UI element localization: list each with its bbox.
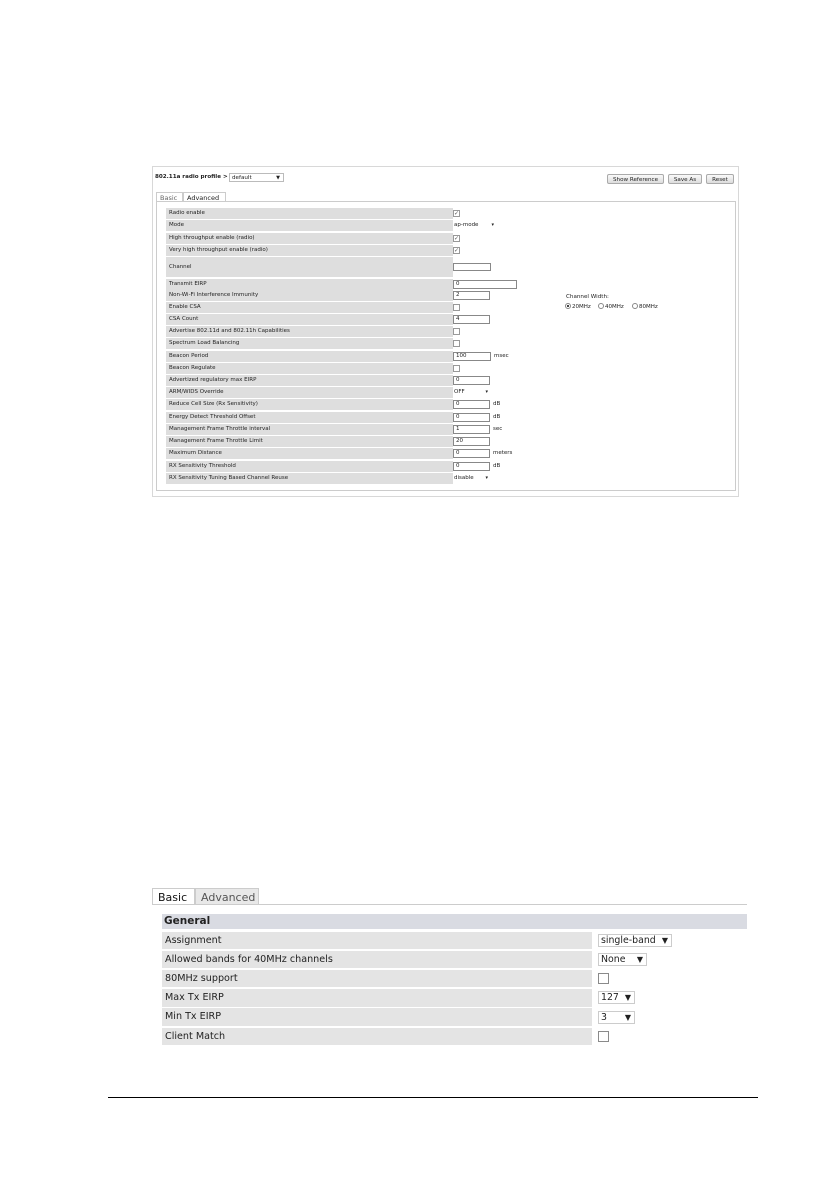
setting-input[interactable]: 2	[453, 291, 490, 300]
setting-input[interactable]: 0	[453, 462, 490, 471]
channel-width-80[interactable]	[632, 303, 658, 311]
unit-label: dB	[493, 400, 501, 407]
setting-row	[166, 351, 453, 362]
caret-down-icon: ▼	[624, 993, 631, 1003]
setting-input[interactable]: 0	[453, 400, 490, 409]
setting-label: RX Sensitivity Tuning Based Channel Reuse	[169, 475, 289, 481]
general-row-label: Assignment	[165, 934, 222, 946]
setting-label: Beacon Regulate	[169, 365, 216, 371]
caret-down-icon: ▾	[485, 474, 488, 481]
setting-label: Energy Detect Threshold Offset	[169, 414, 256, 420]
setting-input[interactable]: 0	[453, 449, 490, 458]
general-select[interactable]	[598, 953, 647, 966]
setting-row	[166, 461, 453, 472]
setting-checkbox[interactable]	[453, 247, 460, 254]
profile-breadcrumb: 802.11a radio profile >	[155, 174, 228, 180]
setting-row	[166, 424, 453, 435]
general-row-label: Client Match	[165, 1030, 226, 1042]
caret-down-icon: ▼	[636, 955, 643, 964]
setting-label: Spectrum Load Balancing	[169, 340, 240, 346]
tab-advanced[interactable]: Advanced	[183, 192, 226, 202]
channel-width-80-label: 80MHz	[639, 304, 658, 310]
select-value: single-band	[601, 934, 656, 946]
setting-row	[166, 473, 453, 484]
setting-row	[166, 290, 453, 301]
channel-width-40[interactable]	[598, 303, 624, 311]
setting-row	[166, 399, 453, 410]
general-row	[162, 951, 592, 969]
setting-row	[166, 338, 453, 349]
profile-select-value: default	[232, 175, 252, 181]
show-reference-button[interactable]: Show Reference	[607, 174, 664, 184]
radio-icon	[632, 303, 638, 309]
setting-label: Very high throughput enable (radio)	[169, 247, 268, 253]
unit-label: dB	[493, 413, 501, 420]
setting-label: Reduce Cell Size (Rx Sensitivity)	[169, 401, 258, 407]
caret-down-icon: ▼	[276, 175, 280, 181]
general-select[interactable]	[598, 991, 635, 1004]
select-value: 3	[601, 1011, 607, 1023]
tab-basic[interactable]: Basic	[152, 888, 195, 905]
general-select[interactable]	[598, 934, 672, 947]
setting-input[interactable]	[453, 263, 491, 272]
setting-row	[166, 302, 453, 313]
tab-advanced[interactable]: Advanced	[195, 888, 259, 905]
general-checkbox[interactable]	[598, 1031, 609, 1042]
select-value: OFF	[454, 388, 465, 395]
setting-label: Channel	[169, 264, 192, 270]
setting-label: Enable CSA	[169, 304, 201, 310]
channel-width-label: Channel Width:	[566, 294, 609, 300]
setting-row	[166, 245, 453, 256]
general-checkbox[interactable]	[598, 973, 609, 984]
reset-button[interactable]: Reset	[706, 174, 734, 184]
setting-checkbox[interactable]	[453, 210, 460, 217]
setting-input[interactable]: 0	[453, 413, 490, 422]
setting-row	[166, 448, 453, 459]
general-row-label: Allowed bands for 40MHz channels	[165, 953, 333, 965]
setting-label: Non-Wi-Fi Interference Immunity	[169, 292, 259, 298]
checkmark-icon: ✓	[454, 246, 460, 254]
setting-label: Beacon Period	[169, 353, 209, 359]
setting-row	[166, 363, 453, 374]
general-row	[162, 989, 592, 1007]
setting-label: Management Frame Throttle interval	[169, 426, 271, 432]
setting-label: CSA Count	[169, 316, 199, 322]
unit-label: sec	[493, 425, 503, 432]
general-row	[162, 932, 592, 950]
setting-label: Radio enable	[169, 210, 205, 216]
setting-label: Maximum Distance	[169, 450, 222, 456]
radio-profile-screenshot	[152, 166, 739, 497]
setting-input[interactable]: 100	[453, 352, 491, 361]
setting-row	[166, 326, 453, 337]
setting-label: Mode	[169, 222, 184, 228]
unit-label: msec	[494, 352, 509, 359]
caret-down-icon: ▾	[485, 388, 488, 395]
setting-input[interactable]: 1	[453, 425, 490, 434]
caret-down-icon: ▼	[624, 1012, 631, 1022]
save-as-button[interactable]: Save As	[668, 174, 702, 184]
select-value: None	[601, 954, 626, 965]
setting-input[interactable]: 0	[453, 376, 490, 385]
footer-rule	[108, 1097, 758, 1098]
setting-label: High throughput enable (radio)	[169, 235, 255, 241]
setting-checkbox[interactable]	[453, 328, 460, 335]
channel-width-20-label: 20MHz	[572, 304, 591, 310]
radio-selected-icon	[565, 303, 571, 309]
unit-label: dB	[493, 462, 501, 469]
general-row-label: 80MHz support	[165, 972, 238, 984]
radio-icon	[598, 303, 604, 309]
setting-label: Advertized regulatory max EIRP	[169, 377, 257, 383]
section-title-general: General	[162, 914, 747, 929]
setting-label: ARM/WIDS Override	[169, 389, 224, 395]
checkmark-icon: ✓	[454, 234, 460, 242]
setting-row	[166, 257, 453, 277]
setting-select[interactable]	[453, 474, 491, 483]
caret-down-icon: ▾	[491, 221, 494, 228]
select-value: 127	[601, 992, 619, 1004]
setting-row	[166, 375, 453, 386]
setting-row	[166, 279, 453, 290]
general-row	[162, 970, 592, 988]
checkmark-icon: ✓	[454, 209, 460, 217]
select-value: disable	[454, 474, 474, 481]
setting-row	[166, 436, 453, 447]
setting-input[interactable]: 4	[453, 315, 490, 324]
setting-row	[166, 387, 453, 398]
setting-input[interactable]: 0	[453, 280, 517, 289]
general-row	[162, 1028, 592, 1046]
general-select[interactable]	[598, 1011, 635, 1024]
setting-input[interactable]: 20	[453, 437, 490, 446]
setting-row	[166, 208, 453, 219]
setting-label: RX Sensitivity Threshold	[169, 463, 236, 469]
setting-checkbox[interactable]	[453, 340, 460, 347]
setting-select[interactable]	[453, 388, 491, 397]
setting-row	[166, 220, 453, 231]
tab-basic[interactable]: Basic	[156, 192, 183, 202]
setting-select[interactable]	[453, 221, 497, 230]
general-row-label: Max Tx EIRP	[165, 992, 224, 1004]
select-value: ap-mode	[454, 221, 479, 228]
caret-down-icon: ▼	[661, 935, 668, 945]
setting-row	[166, 233, 453, 244]
general-row	[162, 1008, 592, 1026]
setting-label: Advertise 802.11d and 802.11h Capabilities	[169, 328, 290, 334]
channel-width-20[interactable]	[565, 303, 591, 311]
setting-label: Transmit EIRP	[169, 281, 207, 287]
setting-checkbox[interactable]	[453, 365, 460, 372]
setting-checkbox[interactable]	[453, 235, 460, 242]
profile-select[interactable]	[229, 173, 284, 182]
tab-divider	[152, 904, 747, 905]
channel-width-40-label: 40MHz	[605, 304, 624, 310]
setting-label: Management Frame Throttle Limit	[169, 438, 263, 444]
setting-row	[166, 314, 453, 325]
general-row-label: Min Tx EIRP	[165, 1011, 222, 1023]
setting-row	[166, 412, 453, 423]
setting-checkbox[interactable]	[453, 304, 460, 311]
advanced-settings-panel	[156, 201, 736, 491]
unit-label: meters	[493, 449, 513, 456]
arm-profile-screenshot	[152, 888, 747, 1048]
